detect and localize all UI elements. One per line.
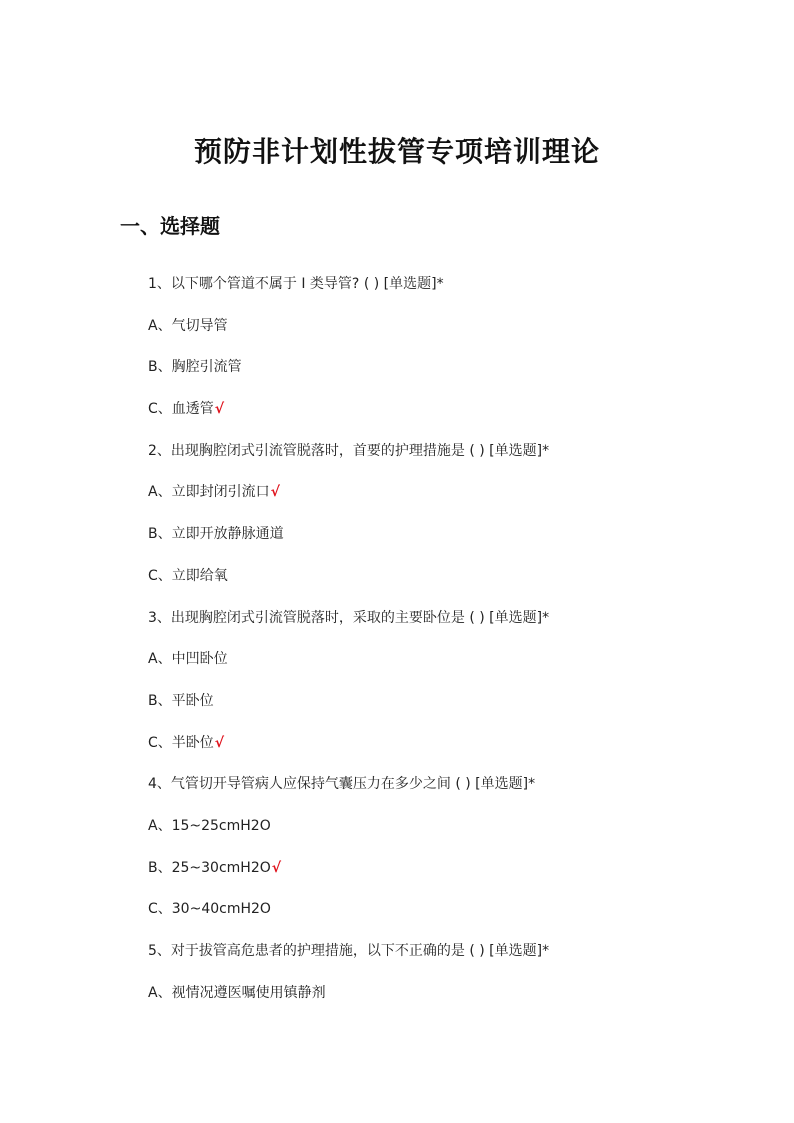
correct-answer-check-icon: √ — [214, 734, 225, 751]
question-2-option-a: A、立即封闭引流口√ — [148, 484, 280, 501]
question-1-option-b: B、胸腔引流管 — [148, 359, 242, 376]
question-4-option-a: A、15~25cmH2O — [148, 817, 271, 834]
question-1-option-c: C、血透管√ — [148, 401, 225, 418]
question-3-option-b: B、平卧位 — [148, 692, 214, 709]
section-heading: 一、选择题 — [120, 214, 220, 238]
question-3-option-c: C、半卧位√ — [148, 734, 225, 751]
document-title: 预防非计划性拔管专项培训理论 — [193, 135, 600, 168]
correct-answer-check-icon: √ — [270, 484, 280, 501]
question-list — [148, 272, 748, 1022]
question-2-text: 2、出现胸腔闭式引流管脱落时，首要的护理措施是 ( ) [单选题]* — [148, 442, 550, 459]
question-3-option-a: A、中凹卧位 — [148, 651, 228, 668]
correct-answer-check-icon: √ — [214, 401, 225, 418]
correct-answer-check-icon: √ — [271, 859, 282, 876]
question-1-option-a: A、气切导管 — [148, 317, 228, 334]
question-5-option-a: A、视情况遵医嘱使用镇静剂 — [148, 984, 326, 1001]
question-1-text: 1、以下哪个管道不属于 I 类导管? ( ) [单选题]* — [148, 276, 444, 292]
question-5-text: 5、对于拔管高危患者的护理措施，以下不正确的是 ( ) [单选题]* — [148, 943, 550, 959]
question-4-option-b: B、25~30cmH2O√ — [148, 859, 282, 876]
question-2-option-c: C、立即给氧 — [148, 567, 228, 584]
question-4-text: 4、气管切开导管病人应保持气囊压力在多少之间 ( ) [单选题]* — [148, 776, 536, 793]
question-3-text: 3、出现胸腔闭式引流管脱落时，采取的主要卧位是 ( ) [单选题]* — [148, 609, 550, 626]
question-4-option-c: C、30~40cmH2O — [148, 901, 271, 918]
question-2-option-b: B、立即开放静脉通道 — [148, 526, 284, 543]
